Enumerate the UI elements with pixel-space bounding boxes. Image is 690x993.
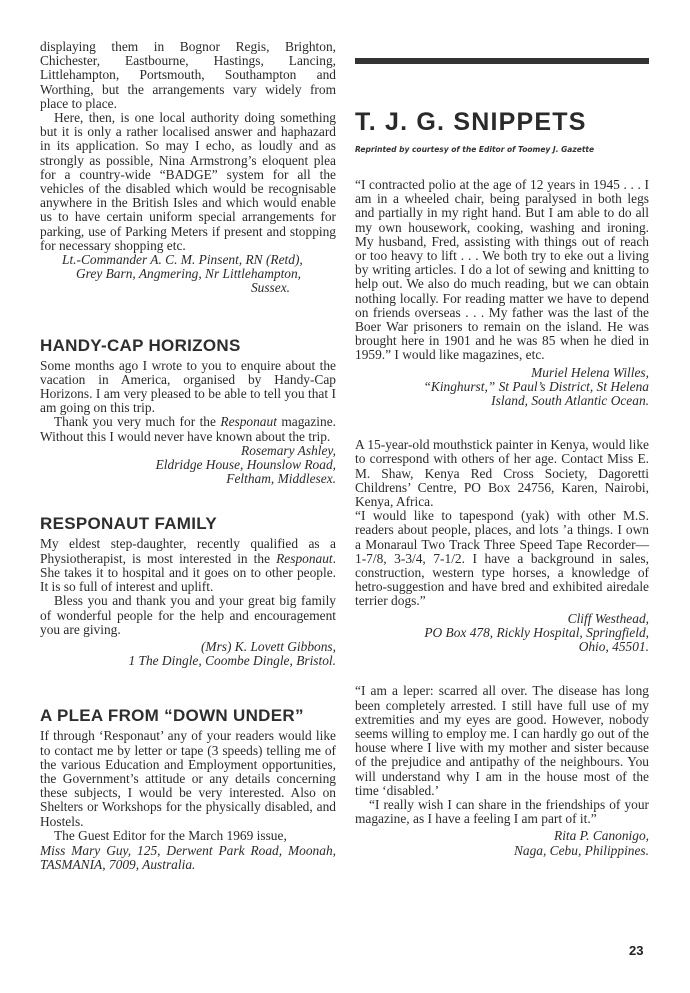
section-heading: HANDY-CAP HORIZONS (40, 335, 241, 355)
signature-line: Muriel Helena Willes, (531, 364, 649, 380)
section-heading: RESPONAUT FAMILY (40, 514, 218, 534)
left-column (40, 40, 336, 872)
signature-line: (Mrs) K. Lovett Gibbons, (200, 638, 336, 654)
paragraph: If through ‘Responaut’ any of your readers would like to contact me by letter or tape (3 speeds) telling me of the various Education and Employment opportunities, the Government’s attitude or any details concerning these subjects, I would be very interested. Also on Shelters or Workshops for the physically disabled, and Hostels. (40, 728, 336, 829)
page-title: T. J. G. SNIPPETS (355, 108, 587, 136)
signature-line: 1 The Dingle, Coombe Dingle, Bristol. (128, 653, 336, 669)
signature (40, 640, 336, 668)
signature-line: Naga, Cebu, Philippines. (513, 842, 649, 858)
signature: Miss Mary Guy, 125, Derwent Park Road, Moonah, TASMANIA, 7009, Australia. (40, 842, 336, 873)
header-rule (355, 58, 649, 64)
signature-line: Ohio, 45501. (578, 639, 649, 655)
page-number: 23 (629, 943, 644, 958)
snippet-polio (355, 178, 649, 408)
paragraph: displaying them in Bognor Regis, Brighton, Chichester, Eastbourne, Hastings, Lancing, Littlehampton, Portsmouth, Southampton and Worthing, but the arrangements vary widely from place to place. (40, 39, 336, 111)
paragraph: “I really wish I can share in the friendships of your magazine, as I have a feeling I am part of it.” (355, 796, 649, 827)
letter-plea-down-under (40, 706, 336, 872)
letter-responaut-family (40, 514, 336, 668)
signature (355, 829, 649, 857)
reprint-credit: Reprinted by courtesy of the Editor of Toomey J. Gazette (355, 145, 595, 154)
letter-handycap-horizons (40, 336, 336, 487)
signature-line: Grey Barn, Angmering, Nr Littlehampton, (76, 266, 302, 282)
signature-line: Lt.-Commander A. C. M. Pinsent, RN (Retd), (62, 252, 303, 268)
signature-line: PO Box 478, Rickly Hospital, Springfield, (424, 624, 649, 640)
signature-line: “Kinghurst,” St Paul’s District, St Helena (423, 378, 649, 394)
signature (355, 612, 649, 655)
signature-line: Cliff Westhead, (567, 610, 649, 626)
paragraph: “I would like to tapespond (yak) with other M.S. readers about people, places, and lots ’a things. I own a Monaraul Two Track Three Speed Tape Recorder—1-7/8, 3-3/4, 7-1/2. I have a background in sales, construction, western type horses, a knowledge of hetro-suggestion and have bred and exhibited airedale terrier dogs.” (355, 508, 649, 609)
signature-line: Eldridge House, Hounslow Road, (155, 457, 336, 473)
paragraph: “I contracted polio at the age of 12 years in 1945 . . . I am in a wheeled chair, being paralysed in both legs and partially in my right hand. But I am able to do all my own housework, cooking, washing and ironing. My husband, Fred, assisting with things out of reach or too heavy to lift . . . We both try to eke out a living by writing articles. I do a lot of sewing and knitting to help out. We also do much reading, but we can obtain nothing locally. For reading matter we have to depend on friends overseas . . . My father was the last of the Boer War prisoners to remain on the island. He was brought here in 1901 and he was 85 when he died in 1959.” I would like magazines, etc. (355, 177, 649, 363)
right-column (355, 178, 649, 858)
letter-badge-system (40, 40, 336, 296)
signature (355, 366, 649, 409)
signature-line: Island, South Atlantic Ocean. (491, 393, 649, 409)
paragraph: Here, then, is one local authority doing something but it is only a rather localised answer and haphazard in its application. So may I echo, as loudly and as strongly as possible, Nina Armstrong’s eloquent plea for a country-wide “BADGE” system for all the vehicles of the disabled which would be recognisable anywhere in the British Isles and which would enable us to have certain uniform special arrangements for parking, use of Parking Meters if present and stopping for necessary shopping etc. (40, 110, 336, 253)
paragraph: A 15-year-old mouthstick painter in Kenya, would like to correspond with others of her age. Contact Miss E. M. Shaw, Kenya Red Cross Society, Dagoretti Childrens’ Centre, PO Box 24756, Karen, Nairobi, Kenya, Africa. (355, 437, 649, 510)
signature-line: Rita P. Canonigo, (554, 828, 649, 844)
paragraph: Some months ago I wrote to you to enquire about the vacation in America, organised by Handy-Cap Horizons. I am very pleased to be able to tell you that I am going on this trip. (40, 357, 336, 416)
signature-line: Rosemary Ashley, (241, 442, 336, 458)
paragraph: Thank you very much for the Responaut magazine. Without this I would never have known about the trip. (40, 414, 336, 444)
paragraph: Bless you and thank you and your great big family of wonderful people for the help and encouragement you are giving. (40, 593, 336, 637)
snippet-leper (355, 684, 649, 857)
signature-line: Sussex. (250, 280, 290, 296)
paragraph: “I am a leper: scarred all over. The disease has long been completely arrested. I still have full use of my extremities and my eyes are good. However, nobody seems willing to employ me. I can hardly go out of the house where I live with my mother and sister because of the prejudice and antipathy of the neighbours. You will understand why I am in the house most of the time ‘disabled.’ (355, 683, 649, 798)
signature (40, 253, 336, 296)
paragraph: The Guest Editor for the March 1969 issue, (54, 827, 287, 843)
paragraph: My eldest step-daughter, recently qualified as a Physiotherapist, is most interested in the Responaut. She takes it to hospital and it goes on to other people. It is so full of interest and uplift. (40, 536, 336, 595)
signature (40, 444, 336, 487)
section-heading: A PLEA FROM “DOWN UNDER” (40, 706, 304, 726)
signature-line: Feltham, Middlesex. (226, 471, 336, 487)
snippet-kenya-ohio (355, 438, 649, 654)
